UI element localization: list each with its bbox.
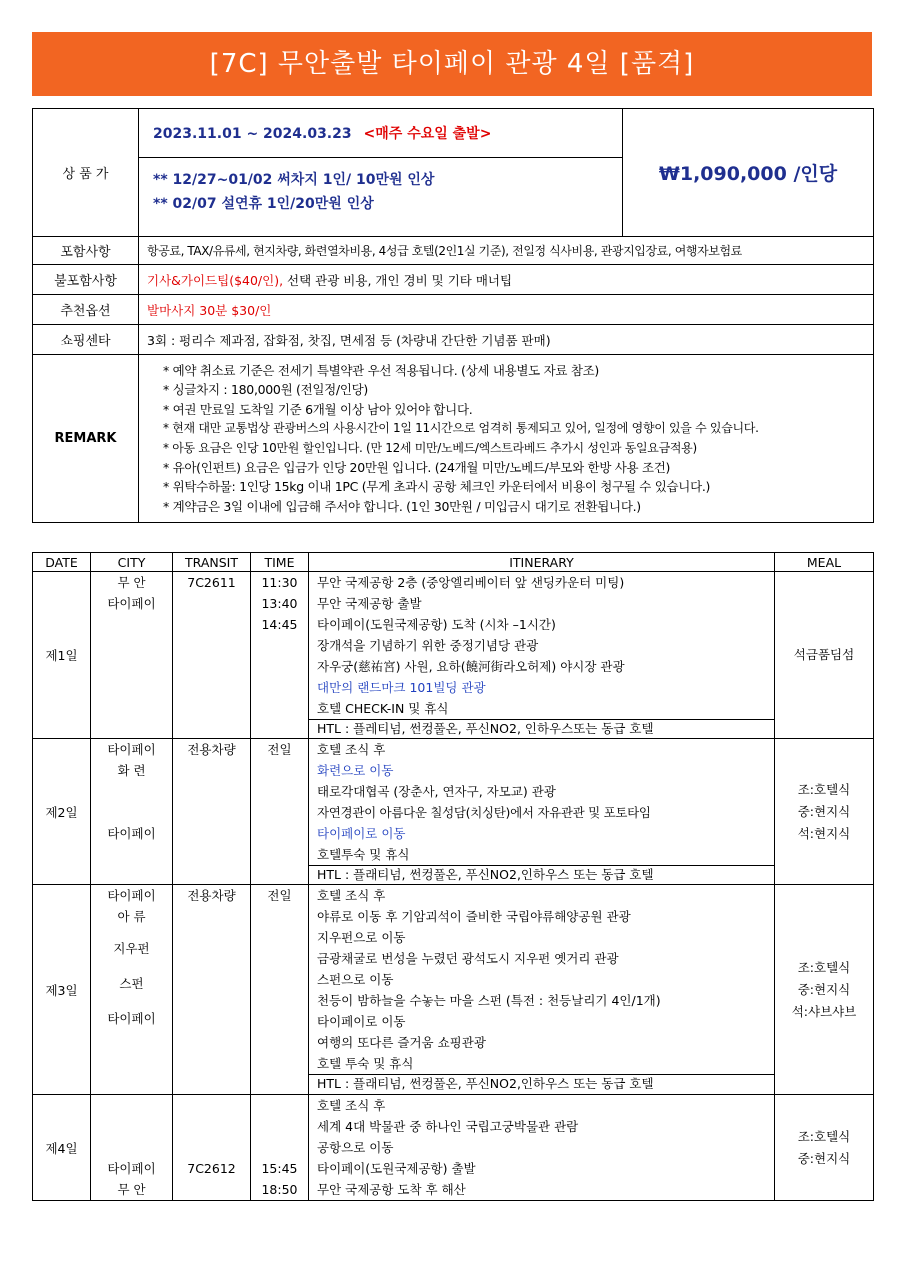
itinerary-line: 화련으로 이동 bbox=[317, 763, 394, 778]
city-name: 화 련 bbox=[117, 763, 146, 778]
city-name bbox=[91, 1116, 172, 1137]
excluded-label: 불포함사항 bbox=[33, 265, 139, 295]
shopping-text: 3회 : 펑리수 제과점, 잡화점, 찻집, 면세점 등 (차량내 간단한 기념품 판매) bbox=[139, 325, 874, 355]
city-name bbox=[91, 802, 172, 823]
day-time bbox=[251, 739, 309, 885]
itinerary-line: 호텔 조식 후 bbox=[317, 888, 386, 903]
product-period-cell bbox=[139, 109, 623, 237]
city-name: 타이페이 bbox=[107, 826, 156, 841]
period: 2023.11.01 ~ 2024.03.23 bbox=[153, 126, 352, 142]
day-time bbox=[251, 572, 309, 739]
remark-item: * 여권 만료일 도착일 기준 6개월 이상 남아 있어야 합니다. bbox=[163, 401, 473, 417]
itinerary-table bbox=[32, 552, 874, 1201]
transit-type: 전용차량 bbox=[187, 742, 236, 757]
city-name: 스펀 bbox=[119, 976, 144, 991]
time-value: 11:30 bbox=[261, 575, 298, 590]
remark-label: REMARK bbox=[33, 355, 139, 523]
itinerary-line: 타이페이로 이동 bbox=[317, 826, 406, 841]
day-itinerary bbox=[309, 739, 775, 885]
time-value: 18:50 bbox=[261, 1182, 298, 1197]
meal-item: 조:호텔식 bbox=[797, 1128, 851, 1144]
time-value bbox=[251, 1095, 308, 1116]
city-name bbox=[91, 1095, 172, 1116]
itinerary-line: 호텔 CHECK-IN 및 휴식 bbox=[317, 701, 449, 716]
day-row bbox=[33, 739, 874, 885]
city-name: 타이페이 bbox=[107, 888, 156, 903]
meal-item: 중:현지식 bbox=[797, 981, 851, 997]
remark-item: * 현재 대만 교통법상 관광버스의 사용시간이 1일 11시간으로 엄격히 통제되고 있어, 일정에 영향이 있을 수 있습니다. bbox=[163, 421, 759, 436]
header-time: TIME bbox=[251, 553, 309, 572]
city-name: 아 류 bbox=[117, 909, 146, 924]
meal-item: 중:현지식 bbox=[797, 803, 851, 819]
day-meal bbox=[775, 1095, 874, 1201]
flight-number: 7C2611 bbox=[187, 575, 236, 590]
day-transit bbox=[173, 1095, 251, 1201]
itinerary-line: 야류로 이동 후 기암괴석이 즐비한 국립야류해양공원 관광 bbox=[317, 909, 631, 924]
city-name bbox=[91, 781, 172, 802]
time-value bbox=[251, 1116, 308, 1137]
itinerary-line: 호텔투숙 및 휴식 bbox=[317, 847, 410, 862]
included-label: 포함사항 bbox=[33, 237, 139, 265]
time-value: 전일 bbox=[267, 742, 292, 757]
day-transit bbox=[173, 885, 251, 1095]
day-row bbox=[33, 1095, 874, 1201]
flight-number bbox=[173, 1137, 250, 1158]
departure-day: <매주 수요일 출발> bbox=[363, 126, 492, 142]
page-title: [7C] 무안출발 타이페이 관광 4일 [품격] bbox=[32, 32, 872, 96]
city-name bbox=[91, 1137, 172, 1158]
flight-number bbox=[173, 1179, 250, 1200]
time-value: 전일 bbox=[267, 888, 292, 903]
itinerary-line: 호텔 조식 후 bbox=[317, 742, 386, 757]
day-date: 제1일 bbox=[33, 572, 91, 739]
header-city: CITY bbox=[91, 553, 173, 572]
day-row bbox=[33, 885, 874, 1095]
itinerary-line: 공항으로 이동 bbox=[317, 1140, 394, 1155]
meal-item: 조:호텔식 bbox=[797, 781, 851, 797]
remark-item: * 아동 요금은 인당 10만원 할인입니다. (만 12세 미만/노베드/엑스트라베드 추가시 성인과 동일요금적용) bbox=[163, 440, 697, 455]
day-city bbox=[91, 1095, 173, 1201]
itinerary-line: 여행의 또다른 즐거움 쇼핑관광 bbox=[317, 1035, 486, 1050]
day-date: 제3일 bbox=[33, 885, 91, 1095]
itinerary-line: 세계 4대 박물관 중 하나인 국립고궁박물관 관람 bbox=[317, 1119, 579, 1134]
header-transit: TRANSIT bbox=[173, 553, 251, 572]
time-value: 13:40 bbox=[261, 596, 298, 611]
city-name bbox=[91, 959, 172, 973]
day-time bbox=[251, 1095, 309, 1201]
shopping-label: 쇼핑센타 bbox=[33, 325, 139, 355]
itinerary-line: 타이페이(도원국제공항) 출발 bbox=[317, 1161, 476, 1176]
city-name bbox=[91, 994, 172, 1008]
remark-item: * 계약금은 3일 이내에 입금해 주서야 합니다. (1인 30만원 / 미입금시 대기로 전환됩니다.) bbox=[163, 498, 641, 514]
remark-item: * 싱글차지 : 180,000원 (전일정/인당) bbox=[163, 382, 368, 398]
city-name: 지우펀 bbox=[113, 941, 150, 956]
flight-number bbox=[173, 1095, 250, 1116]
itinerary-line: 호텔 투숙 및 휴식 bbox=[317, 1056, 414, 1071]
itinerary-line: 장개석을 기념하기 위한 중정기념당 관광 bbox=[317, 638, 539, 653]
included-text: 항공료, TAX/유류세, 현지차량, 화련열차비용, 4성급 호텔(2인1실 기준), 전일정 식사비용, 관광지입장료, 여행자보험료 bbox=[139, 237, 874, 265]
itinerary-line: 타이페이(도원국제공항) 도착 (시차 –1시간) bbox=[317, 617, 556, 632]
day-meal bbox=[775, 572, 874, 739]
day-time bbox=[251, 885, 309, 1095]
city-name: 타이페이 bbox=[107, 1161, 156, 1176]
day-itinerary bbox=[309, 885, 775, 1095]
city-name: 타이페이 bbox=[107, 1011, 156, 1026]
city-name: 무 안 bbox=[117, 575, 146, 590]
remark-item: * 예약 취소료 기준은 전세기 특별약관 우선 적용됩니다. (상세 내용별도 자료 참조) bbox=[163, 362, 599, 378]
day-city bbox=[91, 885, 173, 1095]
time-value bbox=[251, 1137, 308, 1158]
itinerary-line: 대만의 랜드마크 101빌딩 관광 bbox=[317, 680, 486, 695]
city-name: 무 안 bbox=[117, 1182, 146, 1197]
flight-number bbox=[173, 1116, 250, 1137]
meal-item: 석:현지식 bbox=[797, 825, 851, 841]
itinerary-line: 무안 국제공항 출발 bbox=[317, 596, 422, 611]
remark-item: * 위탁수하물: 1인당 15kg 이내 1PC (무게 초과시 공항 체크인 카운터에서 비용이 청구될 수 있습니다.) bbox=[163, 479, 711, 495]
remark-item: * 유아(인펀트) 요금은 입금가 인당 20만원 입니다. (24개월 미만/노베드/부모와 한방 사용 조건) bbox=[163, 459, 671, 475]
excluded-tip: 기사&가이드팁($40/인), bbox=[147, 272, 284, 288]
itinerary-line: 금광채굴로 번성을 누렸던 광석도시 지우펀 옛거리 관광 bbox=[317, 951, 619, 966]
day-transit bbox=[173, 572, 251, 739]
city-name bbox=[91, 927, 172, 938]
day-meal bbox=[775, 739, 874, 885]
hotel-line: HTL : 플래티넘, 썬컹풀온, 푸신NO2,인하우스 또는 동급 호텔 bbox=[309, 1074, 774, 1093]
hotel-line: HTL : 플레티넘, 썬컹풀온, 푸신NO2, 인하우스또는 동급 호텔 bbox=[309, 719, 774, 738]
day-itinerary bbox=[309, 1095, 775, 1201]
day-date: 제2일 bbox=[33, 739, 91, 885]
remark-list bbox=[139, 355, 874, 523]
excluded-text: 선택 관광 비용, 개인 경비 및 기타 매너팁 bbox=[283, 272, 513, 288]
day-date: 제4일 bbox=[33, 1095, 91, 1201]
meal-item: 석:샤브샤브 bbox=[791, 1003, 857, 1019]
surcharge-2: ** 02/07 설연휴 1인/20만원 인상 bbox=[153, 196, 374, 212]
time-value: 15:45 bbox=[261, 1161, 298, 1176]
hotel-line: HTL : 플래티넘, 썬컹풀온, 푸신NO2,인하우스 또는 동급 호텔 bbox=[309, 865, 774, 884]
day-meal bbox=[775, 885, 874, 1095]
itinerary-line: 지우펀으로 이동 bbox=[317, 930, 406, 945]
transit-type: 전용차량 bbox=[187, 888, 236, 903]
day-city bbox=[91, 572, 173, 739]
itinerary-line: 태로각대협곡 (장춘사, 연자구, 자모교) 관광 bbox=[317, 784, 556, 799]
day-city bbox=[91, 739, 173, 885]
price: ₩1,090,000 /인당 bbox=[623, 109, 874, 237]
option-text: 발마사지 30분 $30/인 bbox=[139, 295, 874, 325]
day-itinerary bbox=[309, 572, 775, 739]
itinerary-line: 자연경관이 아름다운 칠성담(치싱탄)에서 자유관관 및 포토타임 bbox=[317, 805, 651, 820]
option-label: 추천옵션 bbox=[33, 295, 139, 325]
header-meal: MEAL bbox=[775, 553, 874, 572]
product-price-label: 상 품 가 bbox=[33, 109, 139, 237]
product-info-table bbox=[32, 108, 874, 523]
city-name: 타이페이 bbox=[107, 742, 156, 757]
meal-item: 조:호텔식 bbox=[797, 959, 851, 975]
header-itinerary: ITINERARY bbox=[309, 553, 775, 572]
itinerary-line: 무안 국제공항 2층 (중앙엘리베이터 앞 샌딩카운터 미팅) bbox=[317, 575, 625, 590]
time-value: 14:45 bbox=[261, 617, 298, 632]
itinerary-line: 호텔 조식 후 bbox=[317, 1098, 386, 1113]
itinerary-line: 타이페이로 이동 bbox=[317, 1014, 406, 1029]
day-row bbox=[33, 572, 874, 739]
itinerary-line: 스펀으로 이동 bbox=[317, 972, 394, 987]
itinerary-line: 무안 국제공항 도착 후 해산 bbox=[317, 1182, 466, 1197]
meal-item: 중:현지식 bbox=[797, 1150, 851, 1166]
itinerary-line: 천등이 밤하늘을 수놓는 마을 스펀 (특전 : 천등날리기 4인/1개) bbox=[317, 993, 661, 1008]
itinerary-line: 자우궁(慈祐宮) 사원, 요하(饒河街라오허제) 야시장 관광 bbox=[317, 659, 625, 674]
excluded-cell bbox=[139, 265, 874, 295]
day-transit bbox=[173, 739, 251, 885]
flight-number: 7C2612 bbox=[187, 1161, 236, 1176]
city-name: 타이페이 bbox=[107, 596, 156, 611]
surcharge-1: ** 12/27~01/02 써차지 1인/ 10만원 인상 bbox=[153, 172, 435, 188]
meal-item: 석금품딤섬 bbox=[793, 647, 855, 662]
header-date: DATE bbox=[33, 553, 91, 572]
